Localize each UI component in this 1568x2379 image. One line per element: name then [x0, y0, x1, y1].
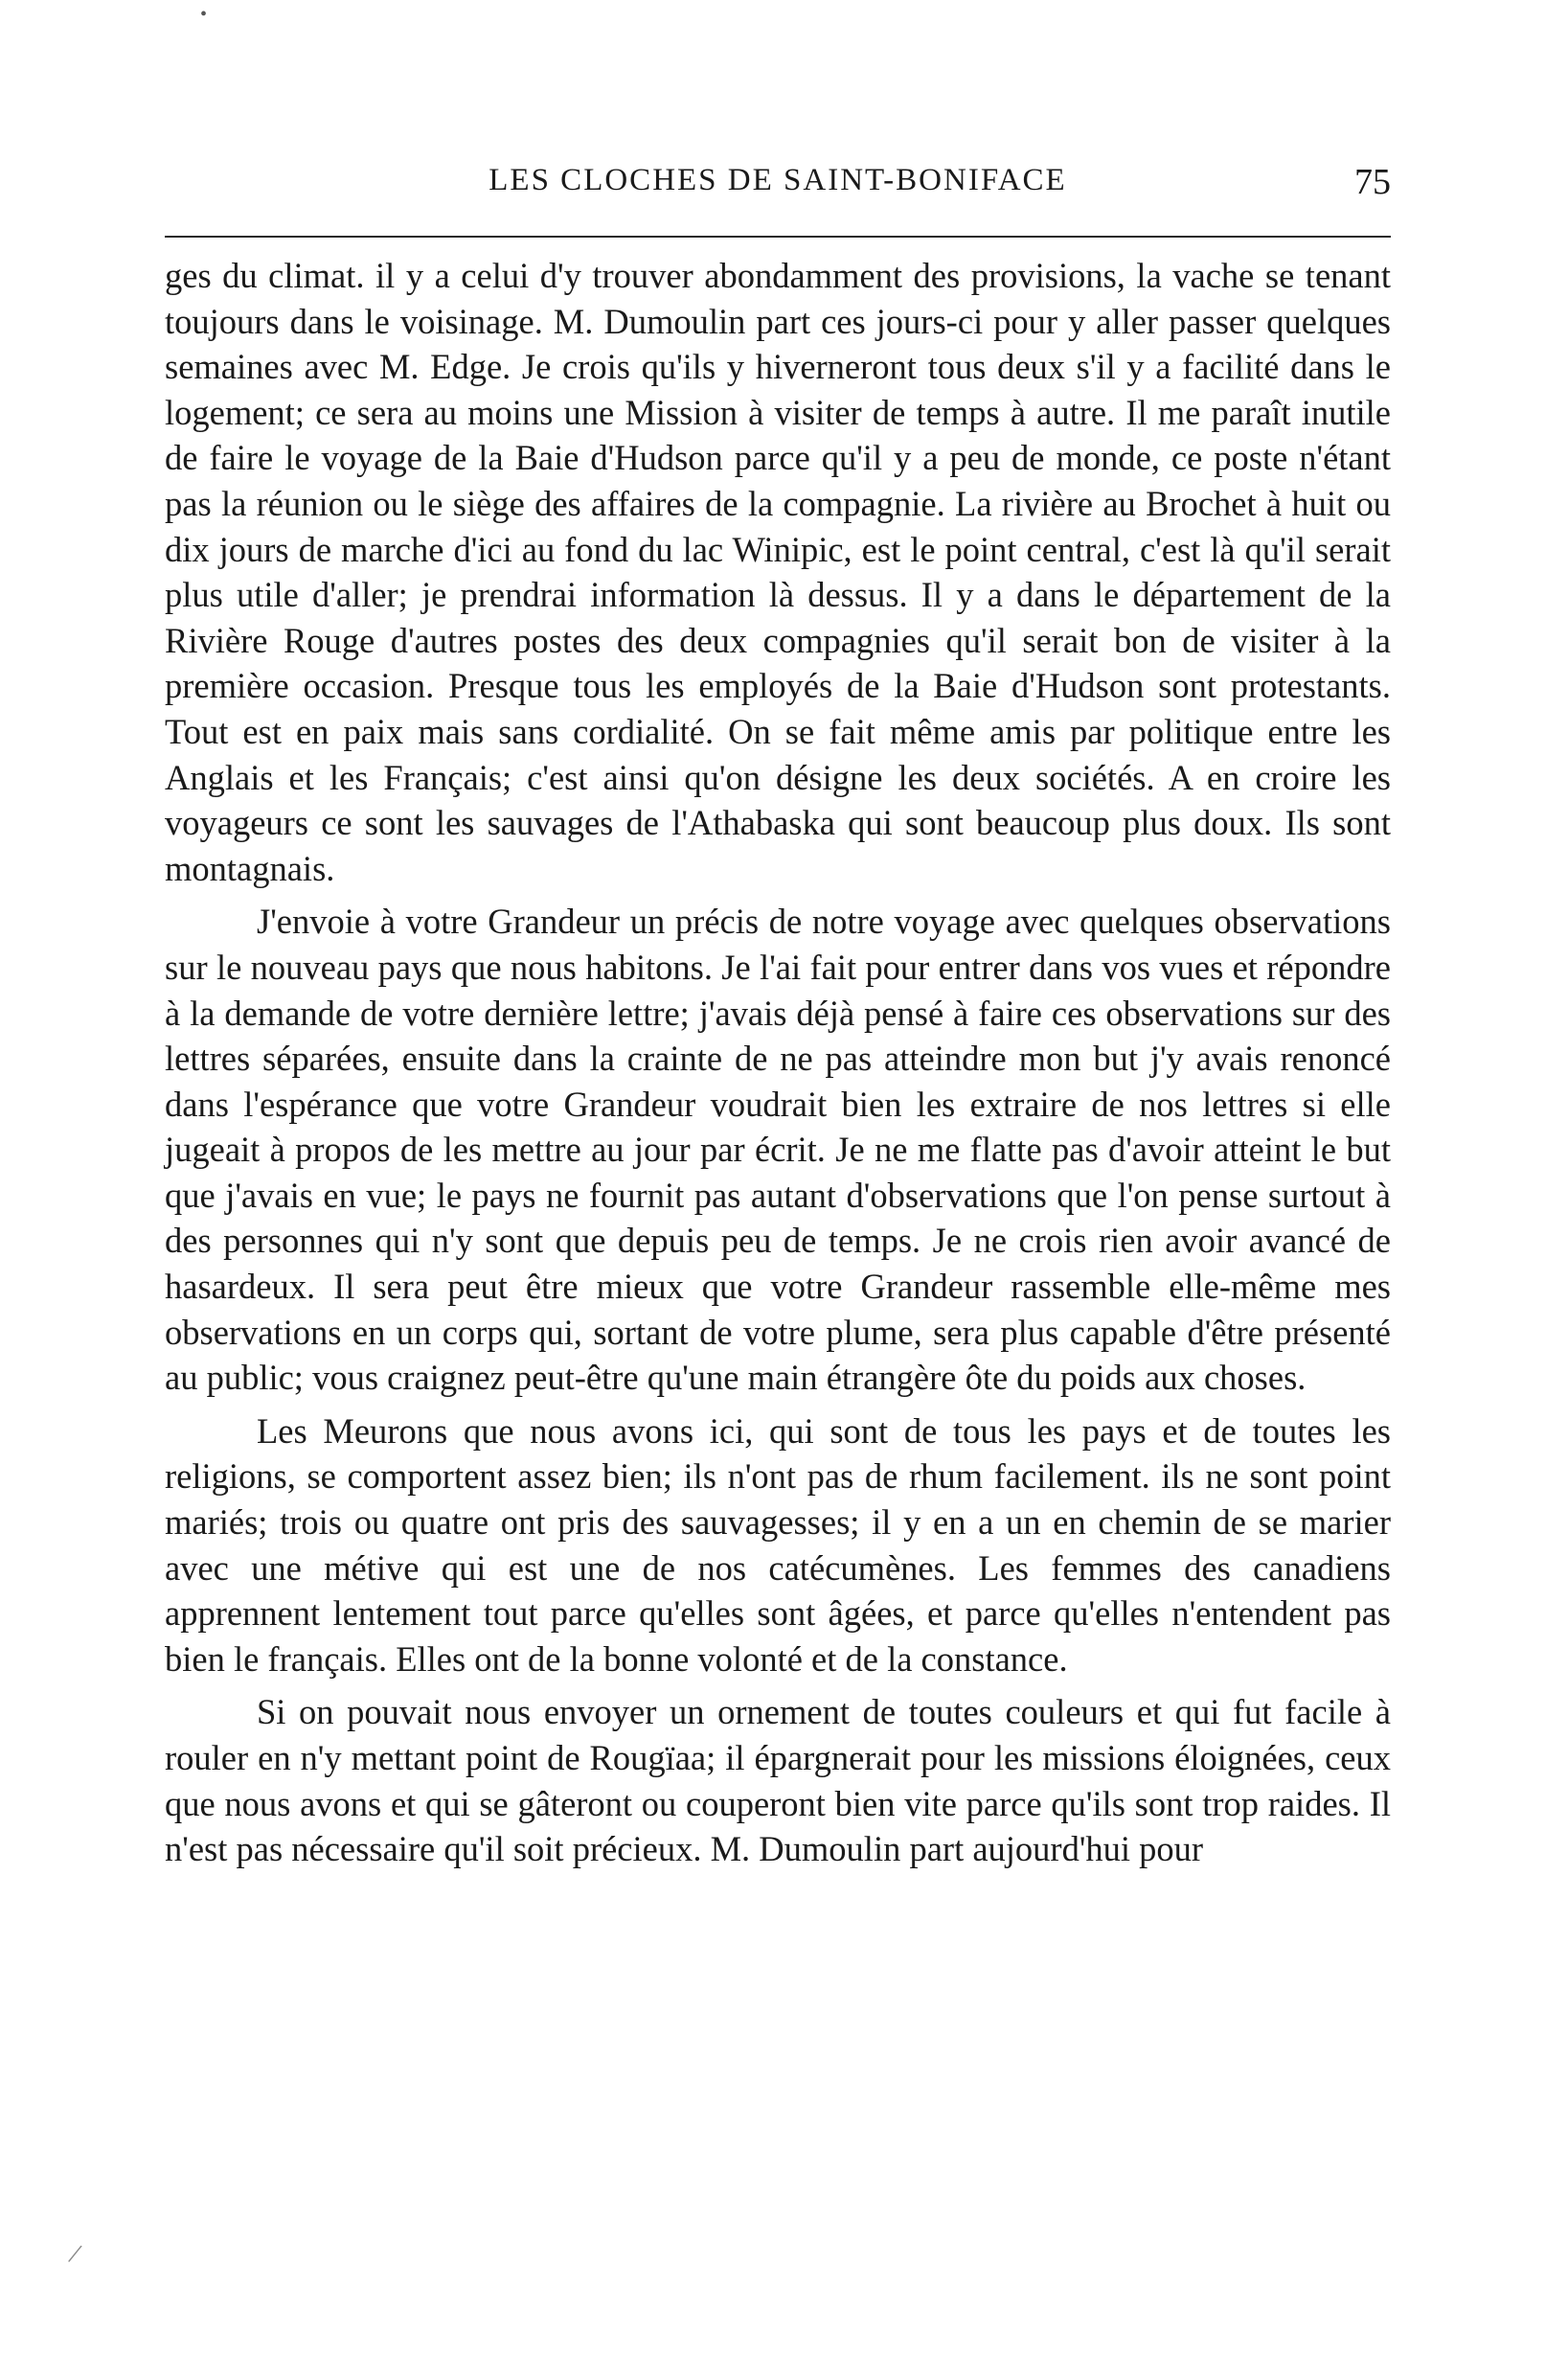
running-title: LES CLOCHES DE SAINT-BONIFACE — [489, 163, 1067, 197]
stray-slash-mark: / — [65, 2237, 84, 2271]
running-header — [165, 163, 1391, 211]
body-text — [165, 253, 1391, 1880]
paragraph-1: ges du climat. il y a celui d'y trouver abondamment des provisions, la vache se tenant toujours dans le voisinage. M. Dumoulin part ces jours-ci pour y aller passer quelques semaines avec M. Edge. Je crois qu'ils y hiverneront tous deux s'il y a facilité dans le logement; ce sera au moins une Mission à visiter de temps à autre. Il me paraît inutile de faire le voyage de la Baie d'Hudson parce qu'il y a peu de monde, ce poste n'étant pas la réunion ou le siège des affaires de la compagnie. La rivière au Brochet à huit ou dix jours de marche d'ici au fond du lac Winipic, est le point central, c'est là qu'il serait plus utile d'aller; je prendrai information là dessus. Il y a dans le département de la Rivière Rouge d'autres postes des deux compagnies qu'il serait bon de visiter à la première occasion. Presque tous les employés de la Baie d'Hudson sont protestants. Tout est en paix mais sans cordialité. On se fait même amis par politique entre les Anglais et les Français; c'est ainsi qu'on désigne les deux sociétés. A en croire les voyageurs ce sont les sauvages de l'Athabaska qui sont beaucoup plus doux. Ils sont montagnais. — [165, 256, 1391, 888]
stray-dot-mark: • — [200, 4, 208, 25]
paragraph-3: Les Meurons que nous avons ici, qui sont de tous les pays et de toutes les religions, se comportent assez bien; ils n'ont pas de rhum facilement. ils ne sont point mariés; trois ou quatre ont pris des sauvagesses; il y en a un en chemin de se marier avec une métive qui est une de nos catécumènes. Les femmes des canadiens apprennent lentement tout parce qu'elles sont âgées, et parce qu'elles n'entendent pas bien le français. Elles ont de la bonne volonté et de la constance. — [165, 1410, 1391, 1679]
header-rule — [165, 236, 1391, 238]
paragraph-4: Si on pouvait nous envoyer un ornement de toutes couleurs et qui fut facile à rouler en n'y mettant point de Rougïaa; il épargnerait pour les missions éloignées, ceux que nous avons et qui se gâteront ou couperont bien vite parce qu'ils sont trop raides. Il n'est pas nécessaire qu'il soit précieux. M. Dumoulin part aujourd'hui pour — [165, 1692, 1391, 1869]
paragraph-2: J'envoie à votre Grandeur un précis de notre voyage avec quelques observations sur le nouveau pays que nous habitons. Je l'ai fait pour entrer dans vos vues et répondre à la demande de votre dernière lettre; j'avais déjà pensé à faire ces observations sur des lettres séparées, ensuite dans la crainte de ne pas atteindre mon but j'y avais renoncé dans l'espérance que votre Grandeur voudrait bien les extraire de nos lettres si elle jugeait à propos de les mettre au jour par écrit. Je ne me flatte pas d'avoir atteint le but que j'avais en vue; le pays ne fournit pas autant d'observations que l'on pense surtout à des personnes qui n'y sont que depuis peu de temps. Je ne crois rien avoir avancé de hasardeux. Il sera peut être mieux que votre Grandeur rassemble elle-même mes observations en un corps qui, sortant de votre plume, sera plus capable d'être présenté au public; vous craignez peut-être qu'une main étrangère ôte du poids aux choses. — [165, 902, 1391, 1398]
page-number: 75 — [1354, 162, 1391, 202]
